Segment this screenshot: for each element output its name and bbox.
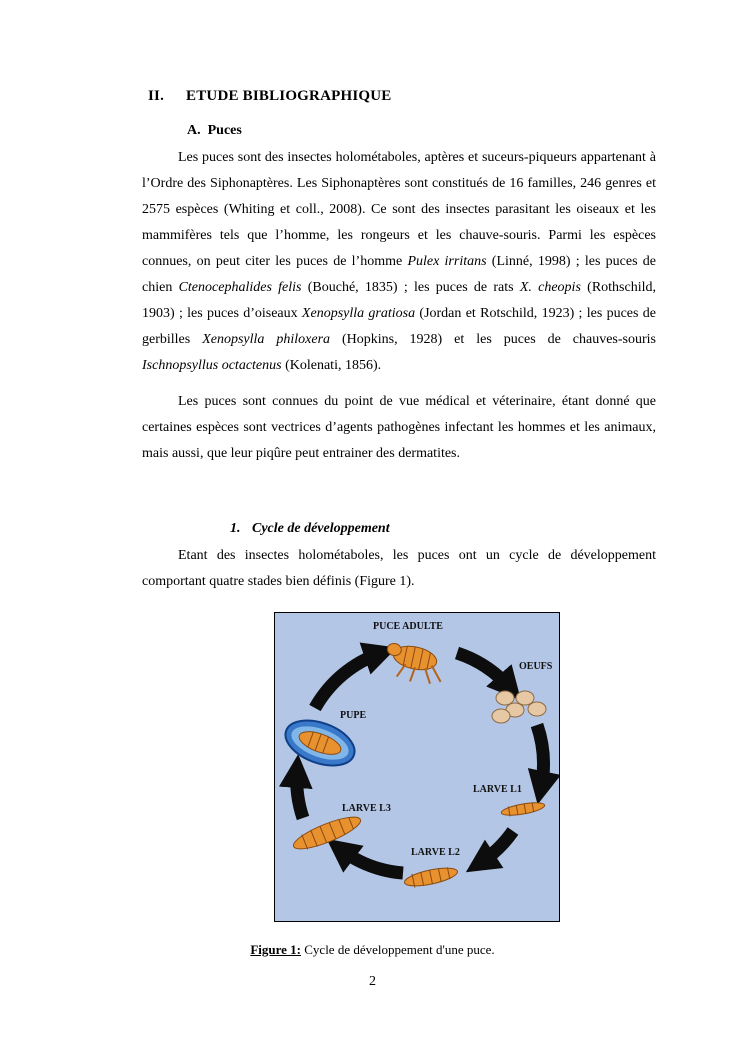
arrow-larva1-to-larva2: [480, 831, 513, 863]
subsubsection-heading: [230, 521, 390, 537]
subsection-title: Puces: [207, 123, 242, 138]
section-number: II.: [148, 88, 165, 104]
paragraph-text: (Hopkins, 1928) et les puces de chauves-souris: [330, 332, 656, 347]
paragraph-text: (Rothschild, 1903) ; les puces d’oiseaux: [142, 280, 656, 321]
arrow-adult-to-eggs: [457, 653, 510, 688]
paragraph-cycle-text: Etant des insectes holométaboles, les puces ont un cycle de développement comportant quatre stades bien définis (Figure 1).: [142, 548, 656, 589]
species-name: X. cheopis: [519, 280, 581, 295]
label-larva1: LARVE L1: [473, 784, 522, 795]
species-name: Ctenocephalides felis: [178, 280, 302, 295]
label-pupa: PUPE: [340, 710, 367, 721]
species-name: Ischnopsyllus octactenus: [142, 358, 282, 373]
paragraph-cycle: [142, 543, 656, 595]
species-name: Pulex irritans: [407, 254, 487, 269]
arrow-eggs-to-larva1: [537, 725, 543, 788]
paragraph-text: (Bouché, 1835) ; les puces de rats: [301, 280, 520, 295]
larva-l2-image: [403, 865, 459, 890]
caption-text: Cycle de développement d'une puce.: [301, 942, 495, 957]
label-larva3: LARVE L3: [342, 803, 391, 814]
subsection-label: A.: [187, 123, 201, 138]
pupa-image: [279, 712, 360, 774]
section-heading: [148, 88, 392, 105]
life-cycle-figure: [274, 612, 560, 922]
paragraph-text: (Kolenati, 1856).: [281, 358, 382, 373]
paragraph-text: (Jordan et Rotschild, 1923) ; les puces de gerbilles: [142, 306, 656, 347]
life-cycle-diagram: [275, 613, 559, 921]
subsubsection-number: 1.: [230, 521, 241, 536]
subsubsection-title: Cycle de développement: [252, 521, 390, 536]
larva-l1-image: [500, 800, 545, 817]
paragraph-puces-intro: [142, 145, 656, 379]
arrow-larva3-to-pupa: [297, 771, 303, 818]
paragraph-text: (Linné, 1998) ; les puces de chien: [142, 254, 656, 295]
section-title: ETUDE BIBLIOGRAPHIQUE: [186, 88, 392, 104]
caption-label: Figure 1:: [250, 942, 301, 957]
species-name: Xenopsylla gratiosa: [301, 306, 416, 321]
label-eggs: OEUFS: [519, 661, 553, 672]
page-number: 2: [369, 974, 376, 989]
paragraph-medical-text: Les puces sont connues du point de vue médical et véterinaire, étant donné que certaines espèces sont vectrices d’agents pathogènes infectant les hommes et les animaux, mais aussi, que leur piqûre peut entrainer des dermatites.: [142, 394, 656, 461]
species-name: Xenopsylla philoxera: [202, 332, 331, 347]
eggs-image: [492, 691, 546, 723]
arrow-pupa-to-adult: [315, 653, 381, 708]
label-larva2: LARVE L2: [411, 847, 460, 858]
subsection-heading: [187, 123, 242, 139]
paragraph-text: Les puces sont des insectes holométaboles, aptères et suceurs-piqueurs appartenant à l’Ordre des Siphonaptères. Les Siphonaptères sont constitués de 16 familles, 246 genres et 2575 espèces (Whiting et coll., 2008). Ce sont des insectes parasitant les oiseaux et les mammifères tels que l’homme, les rongeurs et les chauve-souris. Parmi les espèces connues, on peut citer les puces de l’homme: [142, 150, 656, 269]
label-adult: PUCE ADULTE: [373, 621, 443, 632]
figure-caption: [0, 942, 745, 958]
adult-flea-image: [382, 641, 447, 688]
paragraph-medical-importance: [142, 389, 656, 467]
arrow-larva2-to-larva3: [340, 849, 403, 873]
